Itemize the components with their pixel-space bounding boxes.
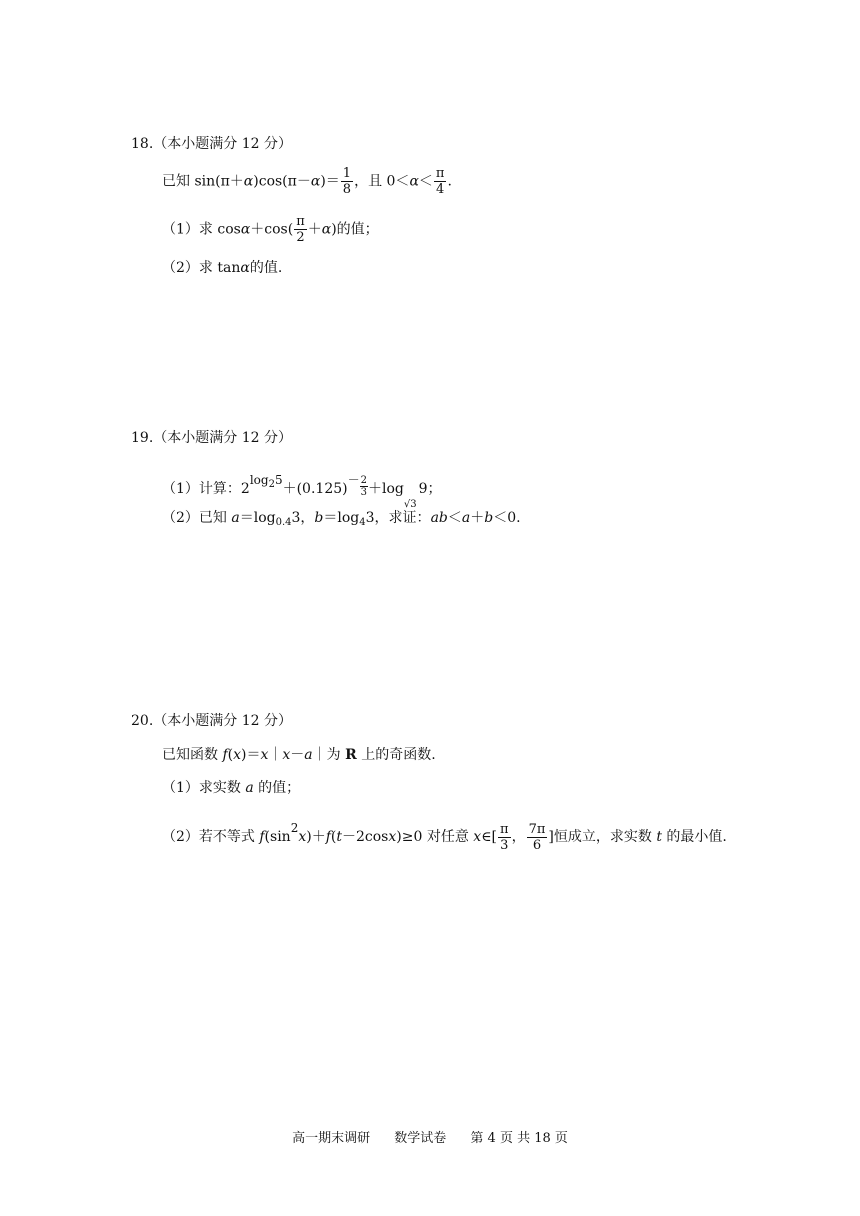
fraction-seven-pi-sixth: $\frac{7\pi}{6}$ — [528, 821, 546, 853]
fraction-pi-third: $\frac{\pi}{3}$ — [500, 821, 509, 853]
q20-part1: （1）求实数 a 的值； — [162, 780, 301, 796]
q19-header: 19.（本小题满分 12 分） — [131, 430, 292, 446]
q20-part2: （2）若不等式 f(sin2x)＋f(t－2cosx)≥0 对任意 x∈[ $\frac{\pi}{3}$ ， $\frac{7\pi}{6}$ ]恒成立，求实数 t 的最小值. — [162, 821, 727, 853]
q18-header: 18.（本小题满分 12 分） — [131, 136, 292, 152]
footer-subject: 数学试卷 — [394, 1131, 447, 1146]
fraction-pi-quarter: $\frac{\pi}{4}$ — [435, 166, 445, 197]
q19-part1: （1）计算：$2\log_25+(0.125)-$ $\frac{2}{3}$ $+\log_{√3}9$； — [162, 473, 442, 510]
fraction-pi-half: $\frac{\pi}{2}$ — [296, 214, 305, 245]
exponent-log: $\log_25$ — [249, 473, 283, 490]
exponent-fraction: $\frac{2}{3}$ — [360, 475, 367, 498]
q20-header: 20.（本小题满分 12 分） — [131, 713, 292, 729]
footer-page-number: 第 4 页 共 18 页 — [470, 1131, 568, 1146]
page-footer — [0, 1127, 860, 1146]
q18-part2: （2）求 tanα的值. — [162, 260, 283, 276]
q18-stem: 已知 sin(π＋α)cos(π－α)＝ $\frac{1}{8}$ ，且 0＜α＜ $\frac{\pi}{4}$ . — [162, 166, 452, 197]
q18-part1: （1）求 cosα＋cos( $\frac{\pi}{2}$ ＋α)的值； — [162, 214, 379, 245]
q19-part2: （2）已知 $a=\log_{0.4}3$，$b=\log_43$，求证：ab＜a＋b＜0. — [162, 510, 521, 528]
fraction-one-eighth: $\frac{1}{8}$ — [342, 166, 352, 197]
footer-exam-name: 高一期末调研 — [292, 1131, 371, 1146]
q20-stem: 已知函数 f(x)＝x｜x－a｜为 R 上的奇函数. — [162, 747, 436, 763]
